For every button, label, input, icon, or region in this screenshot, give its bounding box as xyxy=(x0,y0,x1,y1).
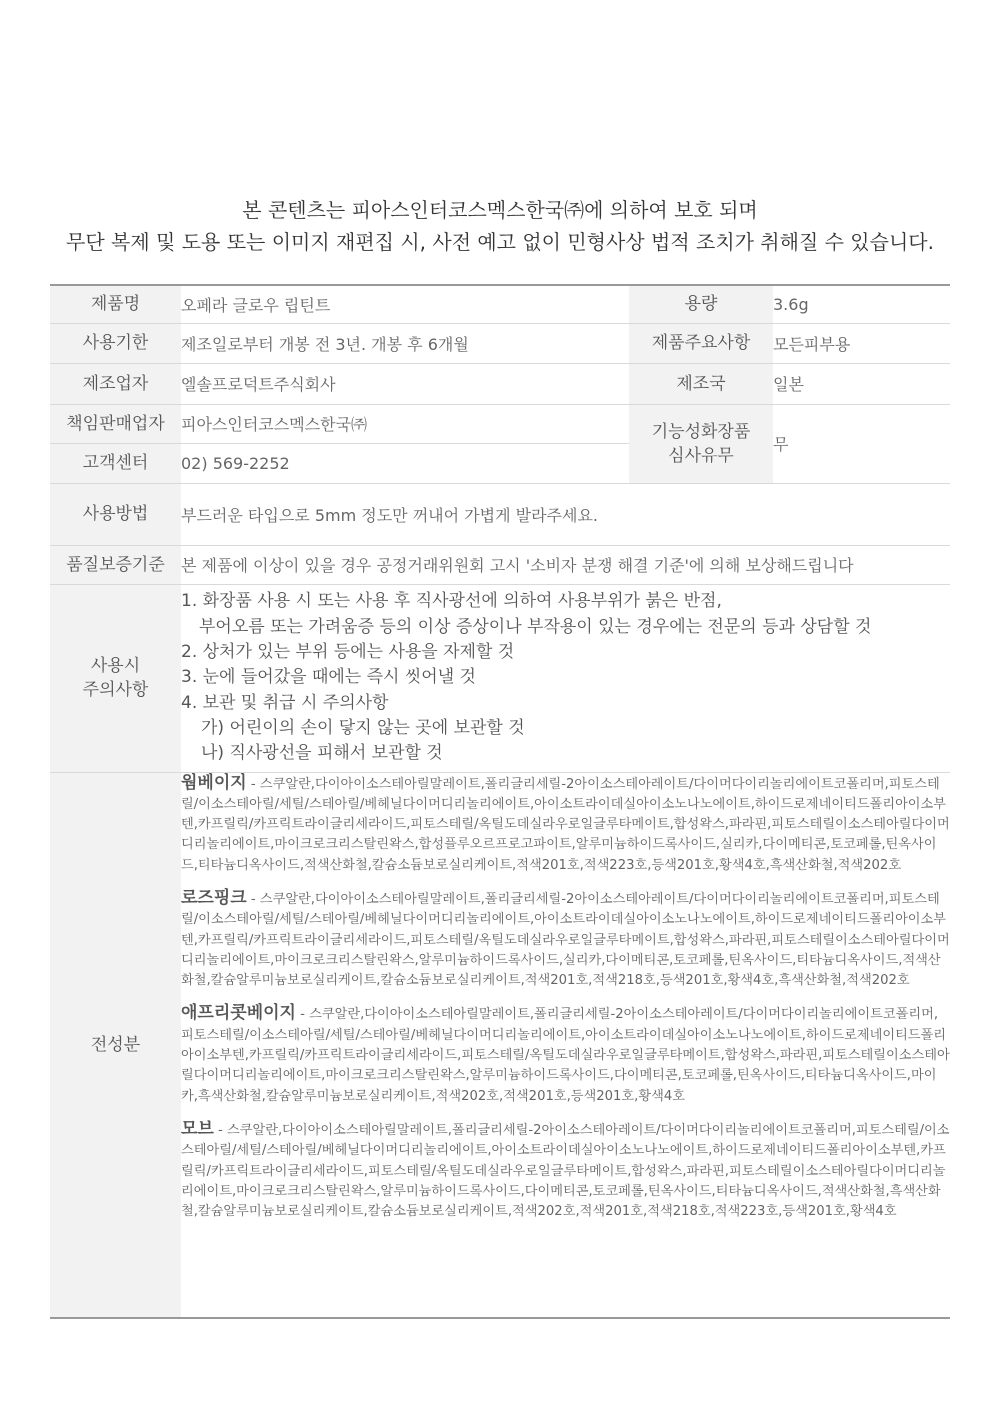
shade-ingredients: - 스쿠알란,다이아이소스테아릴말레이트,폴리글리세릴-2아이소스테아레이트/다이머다이리놀리에이트코폴리머,피토스테릴/이소스테아릴/세틸/스테아릴/베헤닐다이머디리놀리에이트,아이소트라이데실아이소노나노에이트,하이드로제네이티드폴리아이소부텐,카프릴릭/카프릭트라이글리세라이드,피토스테릴/옥틸도데실라우로일글루타메이트,합성왁스,파라핀,피토스테릴이소스테아릴다이머디리놀리에이트,마이크로크리스탈린왁스,합성플루오르프로고파이트,알루미늄하이드록사이드,실리카,다이메티콘,토코페롤,틴옥사이드,티타늄디옥사이드,적색산화철,칼슘소듐보로실리케이트,적색201호,적색223호,등색201호,황색4호,흑색산화철,적색202호 xyxy=(181,776,950,873)
ingredient-shade-warm-beige xyxy=(181,773,950,876)
label-quality: 품질보증기준 xyxy=(50,545,181,584)
label-caution-line-1: 사용시 xyxy=(90,656,141,676)
caution-line: 2. 상처가 있는 부위 등에는 사용을 자제할 것 xyxy=(181,642,515,663)
label-main-spec: 제품주요사항 xyxy=(629,323,773,363)
table-row xyxy=(50,285,950,323)
value-customer-center: 02) 569-2252 xyxy=(181,443,629,483)
value-caution xyxy=(181,584,950,772)
product-info-table xyxy=(50,284,950,1319)
label-caution-line-2: 주의사항 xyxy=(82,680,149,700)
label-ingredients: 전성분 xyxy=(50,772,181,1318)
ingredient-shade-mauve xyxy=(181,1119,950,1222)
label-functional-line-1: 기능성화장품 xyxy=(651,421,751,442)
caution-line: 부어오름 또는 가려움증 등의 이상 증상이나 부작용이 있는 경우에는 전문의 등과 상담할 것 xyxy=(199,616,872,637)
table-row xyxy=(50,404,950,443)
label-functional-line-2: 심사유무 xyxy=(668,445,734,466)
caution-line: 1. 화장품 사용 시 또는 사용 후 직사광선에 의하여 사용부위가 붉은 반점, xyxy=(181,591,722,612)
label-caution xyxy=(50,584,181,772)
label-expiry: 사용기한 xyxy=(50,323,181,363)
shade-ingredients: - 스쿠알란,다이아이소스테아릴말레이트,폴리글리세릴-2아이소스테아레이트/다이머다이리놀리에이트코폴리머,피토스테릴/이소스테아릴/세틸/스테아릴/베헤닐다이머디리놀리에이트,아이소트라이데실아이소노나노에이트,하이드로제네이티드폴리아이소부텐,카프릴릭/카프릭트라이글리세라이드,피토스테릴/옥틸도데실라우로일글루타메이트,합성왁스,파라핀,피토스테릴이소스테아릴다이머디리놀리에이트,마이크로크리스탈린왁스,알루미늄하이드록사이드,다이메티콘,토코페롤,틴옥사이드,티타늄디옥사이드,마이카,흑색산화철,칼슘알루미늄보로실리케이트,적색202호,적색201호,등색201호,황색4호 xyxy=(181,1007,950,1104)
caution-line: 나) 직사광선을 피해서 보관할 것 xyxy=(201,743,443,764)
value-ingredients xyxy=(181,772,950,1318)
value-main-spec: 모든피부용 xyxy=(773,323,950,363)
shade-name: 웜베이지 xyxy=(181,772,247,793)
value-manufacturer: 엘솔프로덕트주식회사 xyxy=(181,363,629,404)
table-row xyxy=(50,323,950,363)
shade-name: 로즈핑크 xyxy=(181,887,247,908)
table-row xyxy=(50,483,950,545)
table-row xyxy=(50,363,950,404)
label-functional xyxy=(629,404,773,483)
value-functional: 무 xyxy=(773,404,950,483)
notice-line-2: 무단 복제 및 도용 또는 이미지 재편집 시, 사전 예고 없이 민형사상 법적 조치가 취해질 수 있습니다. xyxy=(66,230,934,254)
label-volume: 용량 xyxy=(629,285,773,323)
caution-line: 가) 어린이의 손이 닿지 않는 곳에 보관할 것 xyxy=(201,717,525,738)
notice-line-1: 본 콘텐츠는 피아스인터코스멕스한국㈜에 의하여 보호 되며 xyxy=(242,198,758,222)
ingredient-shade-rose-pink xyxy=(181,888,950,991)
shade-name: 애프리콧베이지 xyxy=(181,1003,296,1024)
table-row xyxy=(50,772,950,1318)
copyright-notice xyxy=(0,194,1000,258)
shade-ingredients: - 스쿠알란,다이아이소스테아릴말레이트,폴리글리세릴-2아이소스테아레이트/다이머다이리놀리에이트코폴리머,피토스테릴/이소스테아릴/세틸/스테아릴/베헤닐다이머디리놀리에이트,아이소트라이데실아이소노나노에이트,하이드로제네이티드폴리아이소부텐,카프릴릭/카프릭트라이글리세라이드,피토스테릴/옥틸도데실라우로일글루타메이트,합성왁스,파라핀,피토스테릴이소스테아릴다이머디리놀리에이트,마이크로크리스탈린왁스,알루미늄하이드록사이드,다이메티콘,토코페롤,틴옥사이드,티타늄디옥사이드,적색산화철,흑색산화철,칼슘알루미늄보로실리케이트,칼슘소듐보로실리케이트,적색202호,적색201호,적색218호,적색223호,등색201호,황색4호 xyxy=(181,1122,950,1220)
value-seller: 피아스인터코스멕스한국㈜ xyxy=(181,404,629,443)
value-volume: 3.6g xyxy=(773,285,950,323)
shade-ingredients: - 스쿠알란,다이아이소스테아릴말레이트,폴리글리세릴-2아이소스테아레이트/다이머다이리놀리에이트코폴리머,피토스테릴/이소스테아릴/세틸/스테아릴/베헤닐다이머디리놀리에이트,아이소트라이데실아이소노나노에이트,하이드로제네이티드폴리아이소부텐,카프릴릭/카프릭트라이글리세라이드,피토스테릴/옥틸도데실라우로일글루타메이트,합성왁스,파라핀,피토스테릴이소스테아릴다이머디리놀리에이트,마이크로크리스탈린왁스,알루미늄하이드록사이드,실리카,다이메티콘,토코페롤,틴옥사이드,티타늄디옥사이드,적색산화철,칼슘알루미늄보로실리케이트,칼슘소듐보로실리케이트,적색201호,적색218호,등색201호,황색4호,흑색산화철,적색202호 xyxy=(181,891,950,989)
value-usage: 부드러운 타입으로 5mm 정도만 꺼내어 가볍게 발라주세요. xyxy=(181,483,950,545)
value-expiry: 제조일로부터 개봉 전 3년. 개봉 후 6개월 xyxy=(181,323,629,363)
table-row xyxy=(50,545,950,584)
value-quality: 본 제품에 이상이 있을 경우 공정거래위원회 고시 '소비자 분쟁 해결 기준'에 의해 보상해드립니다 xyxy=(181,545,950,584)
caution-line: 3. 눈에 들어갔을 때에는 즉시 씻어낼 것 xyxy=(181,667,476,688)
label-seller: 책임판매업자 xyxy=(50,404,181,443)
label-customer-center: 고객센터 xyxy=(50,443,181,483)
value-country: 일본 xyxy=(773,363,950,404)
value-product-name: 오페라 글로우 립틴트 xyxy=(181,285,629,323)
label-usage: 사용방법 xyxy=(50,483,181,545)
ingredient-shade-apricot-beige xyxy=(181,1003,950,1106)
shade-name: 모브 xyxy=(181,1118,214,1139)
label-manufacturer: 제조업자 xyxy=(50,363,181,404)
caution-line: 4. 보관 및 취급 시 주의사항 xyxy=(181,692,389,713)
label-country: 제조국 xyxy=(629,363,773,404)
label-product-name: 제품명 xyxy=(50,285,181,323)
table-row xyxy=(50,584,950,772)
